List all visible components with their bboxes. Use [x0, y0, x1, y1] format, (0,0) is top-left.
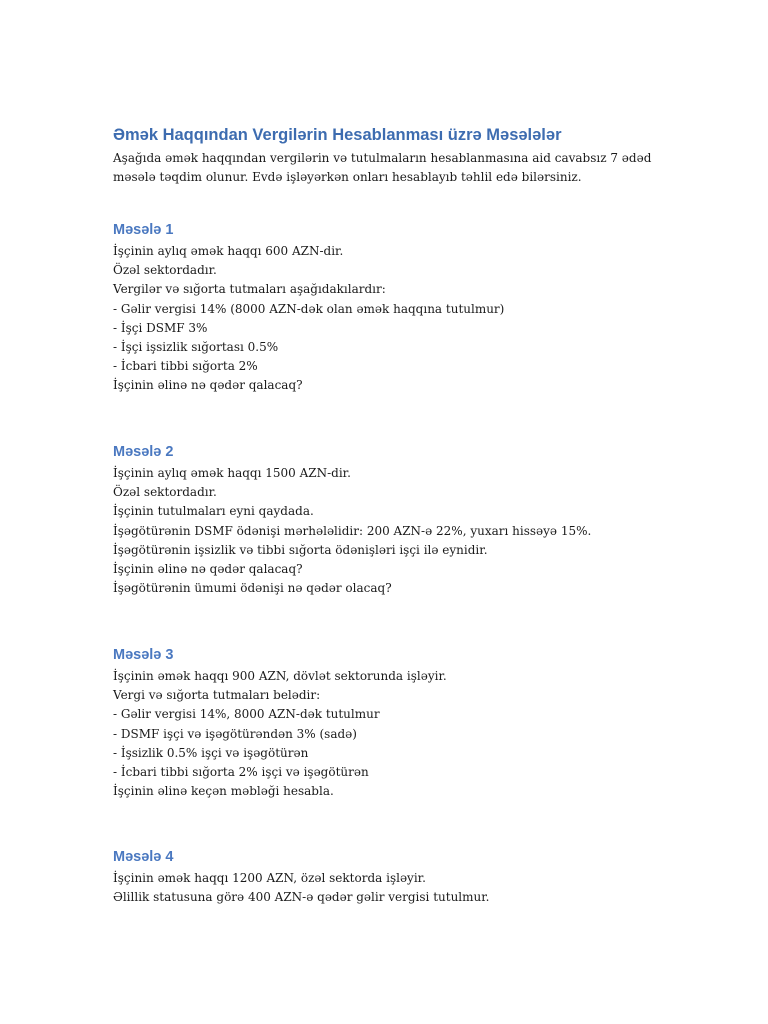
problem-line: İşçinin əlinə nə qədər qalacaq?	[113, 378, 303, 393]
problem-line: İşçinin aylıq əmək haqqı 1500 AZN-dir.	[113, 466, 351, 480]
problem-section-1	[113, 220, 673, 396]
problem-line: İşçinin əlinə keçən məbləği hesabla.	[113, 784, 334, 799]
document-title: Əmək Haqqından Vergilərin Hesablanması üzrə Məsələlər	[113, 126, 562, 144]
problem-line: - İşsizlik 0.5% işçi və işəgötürən	[113, 745, 309, 760]
problem-line: Əlillik statusuna görə 400 AZN-ə qədər gəlir vergisi tutulmur.	[113, 890, 490, 905]
problem-line: Vergi və sığorta tutmaları belədir:	[113, 688, 321, 703]
problem-line: İşəgötürənin işsizlik və tibbi sığorta ödənişləri işçi ilə eynidir.	[113, 542, 488, 557]
problem-line: Özəl sektordadır.	[113, 485, 217, 500]
problem-section-2	[113, 442, 673, 598]
problem-heading: Məsələ 1	[113, 222, 174, 238]
problem-heading: Məsələ 3	[113, 647, 174, 663]
problem-line: Vergilər və sığorta tutmaları aşağıdakılardır:	[113, 282, 386, 297]
problem-heading: Məsələ 2	[113, 444, 174, 460]
problem-line: İşçinin aylıq əmək haqqı 600 AZN-dir.	[113, 244, 344, 258]
problem-line: - Gəlir vergisi 14% (8000 AZN-dək olan əmək haqqına tutulmur)	[113, 301, 505, 316]
problem-line: İşçinin əlinə nə qədər qalacaq?	[113, 562, 303, 577]
problem-line: İşçinin tutulmaları eyni qaydada.	[113, 504, 314, 519]
problem-line: - İşçi DSMF 3%	[113, 320, 208, 335]
problem-line: - İcbari tibbi sığorta 2%	[113, 359, 258, 374]
problem-line: - İcbari tibbi sığorta 2% işçi və işəgötürən	[113, 765, 369, 780]
problem-line: Özəl sektordadır.	[113, 263, 217, 278]
document-body	[113, 124, 673, 905]
problem-line: İşçinin əmək haqqı 900 AZN, dövlət sektorunda işləyir.	[113, 669, 447, 683]
problem-section-3	[113, 645, 673, 801]
problem-line: - Gəlir vergisi 14%, 8000 AZN-dək tutulmur	[113, 707, 380, 722]
problem-line: - İşçi işsizlik sığortası 0.5%	[113, 340, 279, 355]
problem-line: İşəgötürənin DSMF ödənişi mərhələlidir: 200 AZN-ə 22%, yuxarı hissəyə 15%.	[113, 523, 592, 538]
problem-heading: Məsələ 4	[113, 849, 174, 865]
intro-line: məsələ təqdim olunur. Evdə işləyərkən onları hesablayıb təhlil edə bilərsiniz.	[113, 170, 582, 185]
intro-paragraph	[113, 149, 673, 187]
problem-line: İşəgötürənin ümumi ödənişi nə qədər olacaq?	[113, 581, 392, 596]
problem-section-4	[113, 847, 673, 907]
problem-line: - DSMF işçi və işəgötürəndən 3% (sadə)	[113, 726, 357, 741]
problem-line: İşçinin əmək haqqı 1200 AZN, özəl sektorda işləyir.	[113, 871, 426, 885]
intro-line: Aşağıda əmək haqqından vergilərin və tutulmaların hesablanmasına aid cavabsız 7 ədəd	[113, 151, 652, 165]
